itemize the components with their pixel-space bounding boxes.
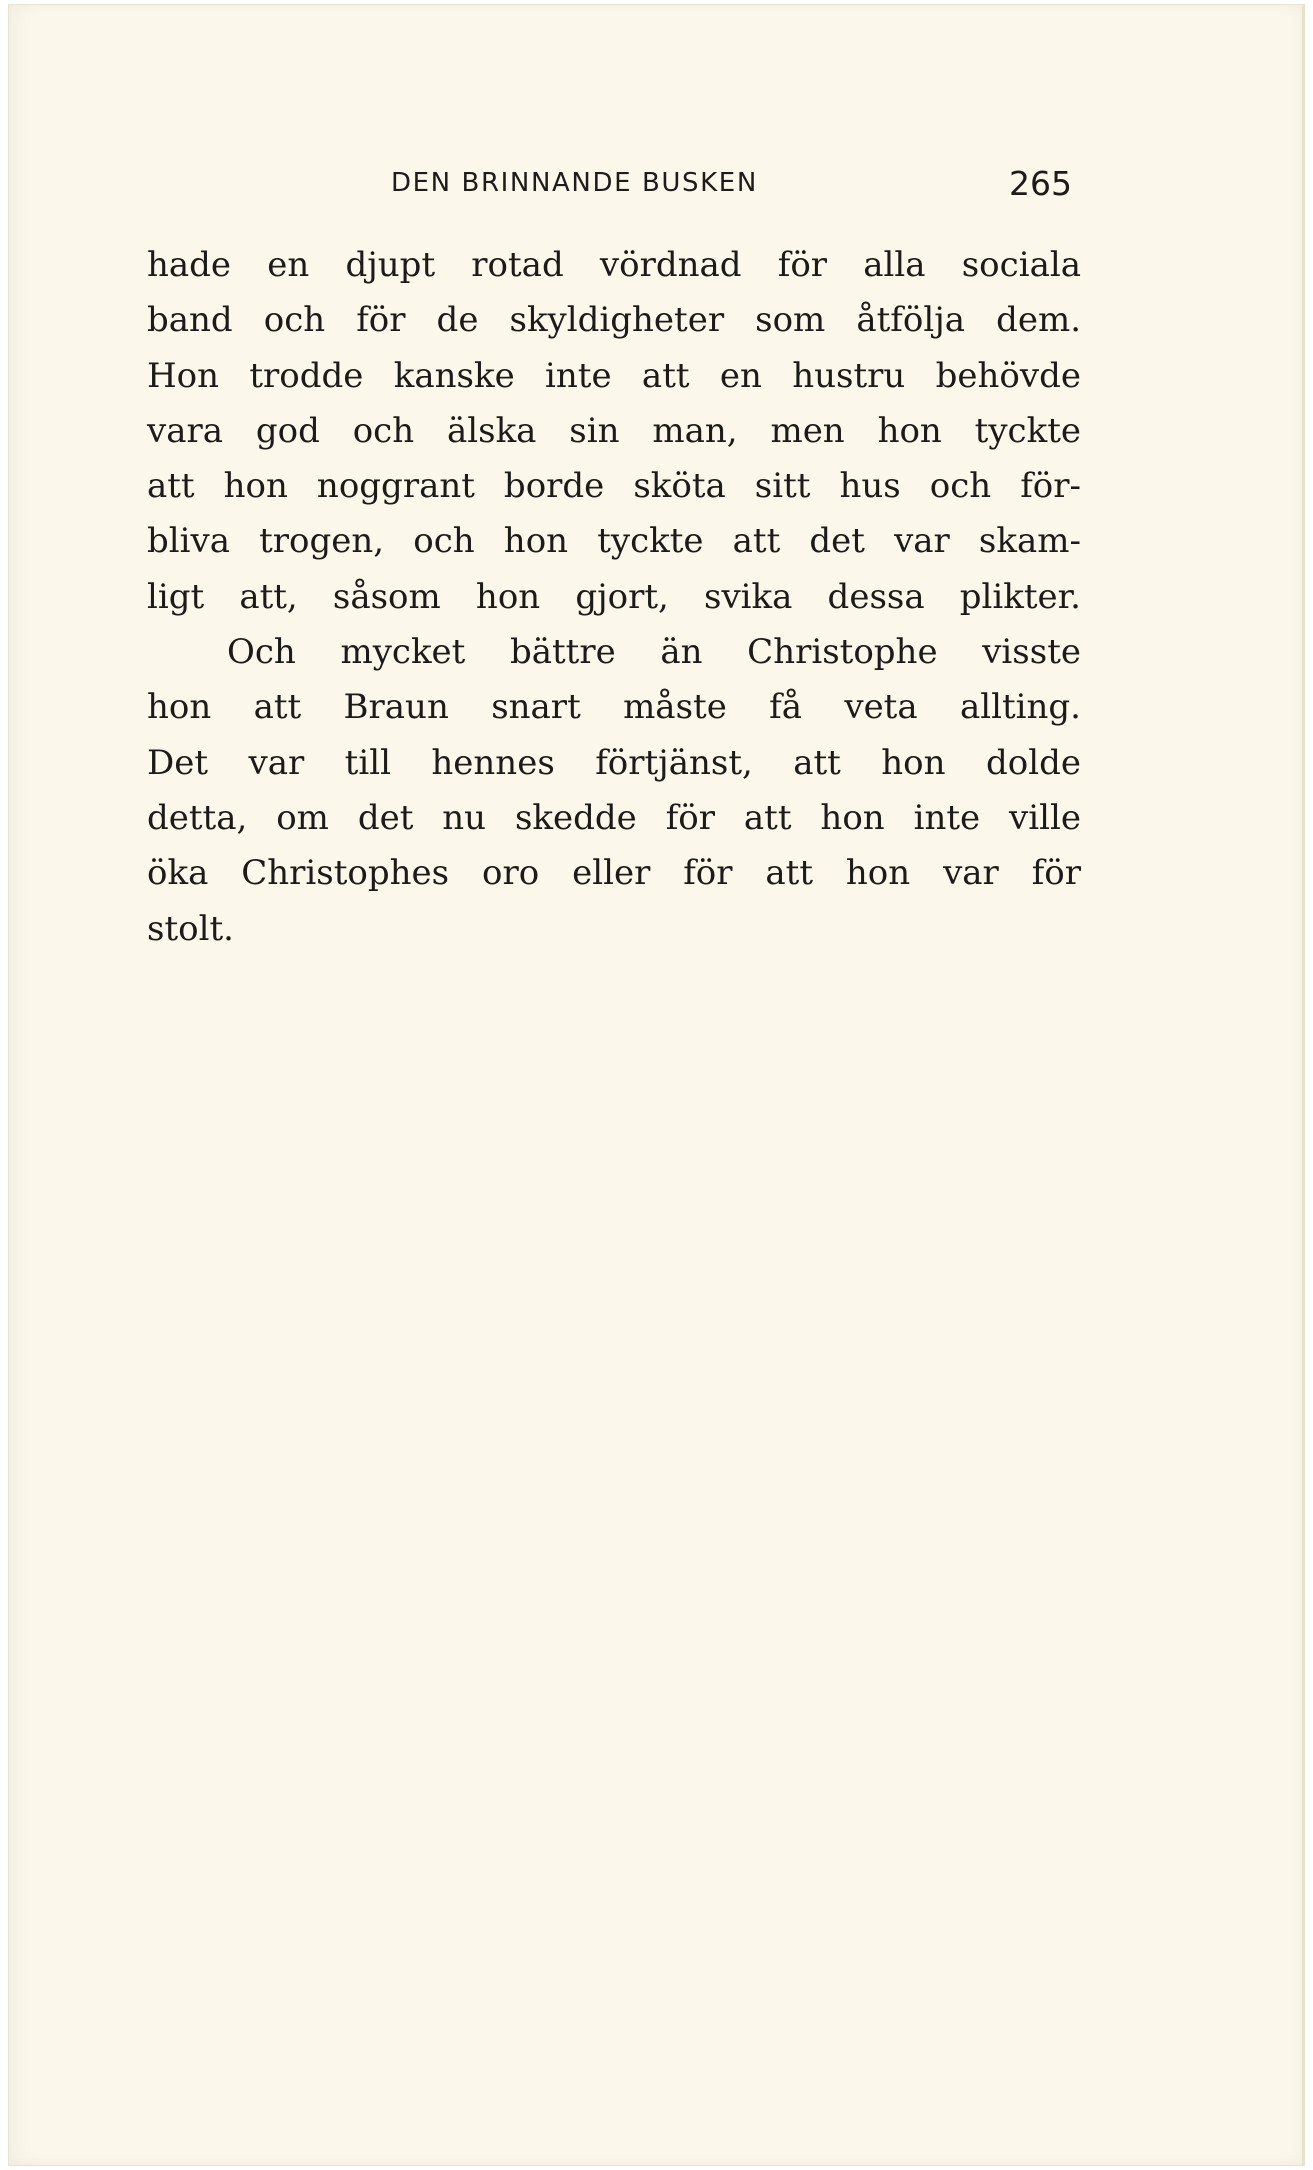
- text-line: att hon noggrant borde sköta sitt hus och för-: [147, 466, 1081, 507]
- text-line-last: stolt.: [147, 908, 234, 949]
- text-line: bliva trogen, och hon tyckte att det var skam-: [147, 521, 1081, 562]
- text-line-indented: Och mycket bättre än Christophe visste: [227, 632, 1081, 673]
- text-line: vara god och älska sin man, men hon tyckte: [147, 410, 1081, 451]
- text-line: ligt att, såsom hon gjort, svika dessa plikter.: [147, 576, 1081, 617]
- page-number: 265: [1009, 164, 1072, 203]
- text-line: band och för de skyldigheter som åtfölja dem.: [147, 300, 1081, 341]
- running-title: DEN BRINNANDE BUSKEN: [391, 168, 758, 198]
- text-line: Det var till hennes förtjänst, att hon dolde: [147, 742, 1081, 783]
- text-line: Hon trodde kanske inte att en hustru behövde: [147, 355, 1081, 396]
- text-line: öka Christophes oro eller för att hon var för: [147, 853, 1081, 894]
- text-line: hon att Braun snart måste få veta allting.: [147, 687, 1081, 728]
- text-line: detta, om det nu skedde för att hon inte ville: [147, 797, 1081, 838]
- book-page: [8, 4, 1305, 2166]
- page-edge: [1302, 4, 1305, 2166]
- body-text: [147, 238, 1081, 957]
- text-line: hade en djupt rotad vördnad för alla sociala: [147, 245, 1081, 285]
- running-head: [382, 164, 1080, 204]
